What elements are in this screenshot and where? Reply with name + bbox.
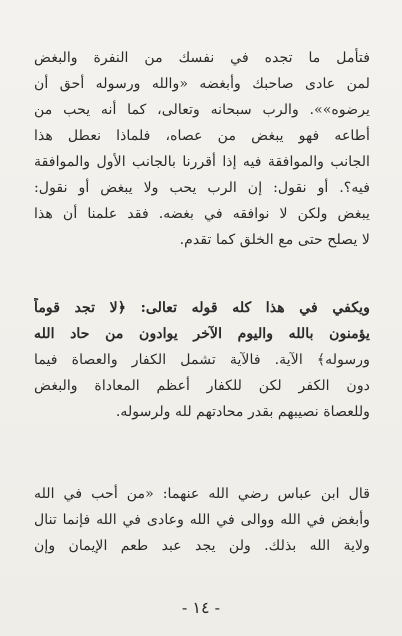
- text-line: ورسوله﴾ الآية. فالآية تشمل الكفار والعصاة فيما: [34, 352, 370, 368]
- text-line: فتأمل ما تجده في نفسك من النفرة والبغض: [34, 50, 370, 66]
- text-line: لا يصلح حتى مع الخلق كما تقدم.: [179, 232, 370, 248]
- paragraph-2: [34, 298, 370, 428]
- text-line: يبغض ولكن لا نوافقه في بغضه. فقد علمنا أن هذا: [34, 206, 370, 222]
- text-line: ويكفي في هذا كله قوله تعالى: ﴿لا تجد قوماً: [34, 300, 370, 316]
- text-line: الجانب والموافقة فيه إذا أقررنا بالجانب الأول والموافقة: [34, 154, 370, 170]
- text-line: فيه؟. أو نقول: إن الرب يحب ولا يبغض أو نقول:: [34, 180, 370, 196]
- text-line: يؤمنون بالله واليوم الآخر يوادون من حاد الله: [34, 326, 370, 342]
- text-line: ولاية الله بذلك. ولن يجد عبد طعم الإيمان وإن: [34, 538, 370, 554]
- text-line: دون الكفر لكن للكفار أعظم المعاداة والبغض: [34, 378, 370, 394]
- text-line: لمن عادى صاحبك وأبغضه «والله ورسوله أحق أن: [34, 76, 370, 92]
- text-line: وأبغض في الله ووالى في الله وعادى في الله فإنما تنال: [34, 512, 370, 528]
- text-line: يرضوه»». والرب سبحانه وتعالى، كما أنه يحب من: [34, 102, 370, 118]
- paragraph-3: [34, 484, 370, 562]
- page-number: - ١٤ -: [181, 598, 221, 617]
- text-line: وللعصاة نصيبهم بقدر محادتهم لله ولرسوله.: [115, 404, 370, 420]
- text-line: أطاعه فهو يبغض من عصاه، فلماذا نعطل هذا: [34, 128, 370, 144]
- text-line: قال ابن عباس رضي الله عنهما: «من أحب في الله: [34, 486, 370, 502]
- paragraph-1: [34, 48, 370, 256]
